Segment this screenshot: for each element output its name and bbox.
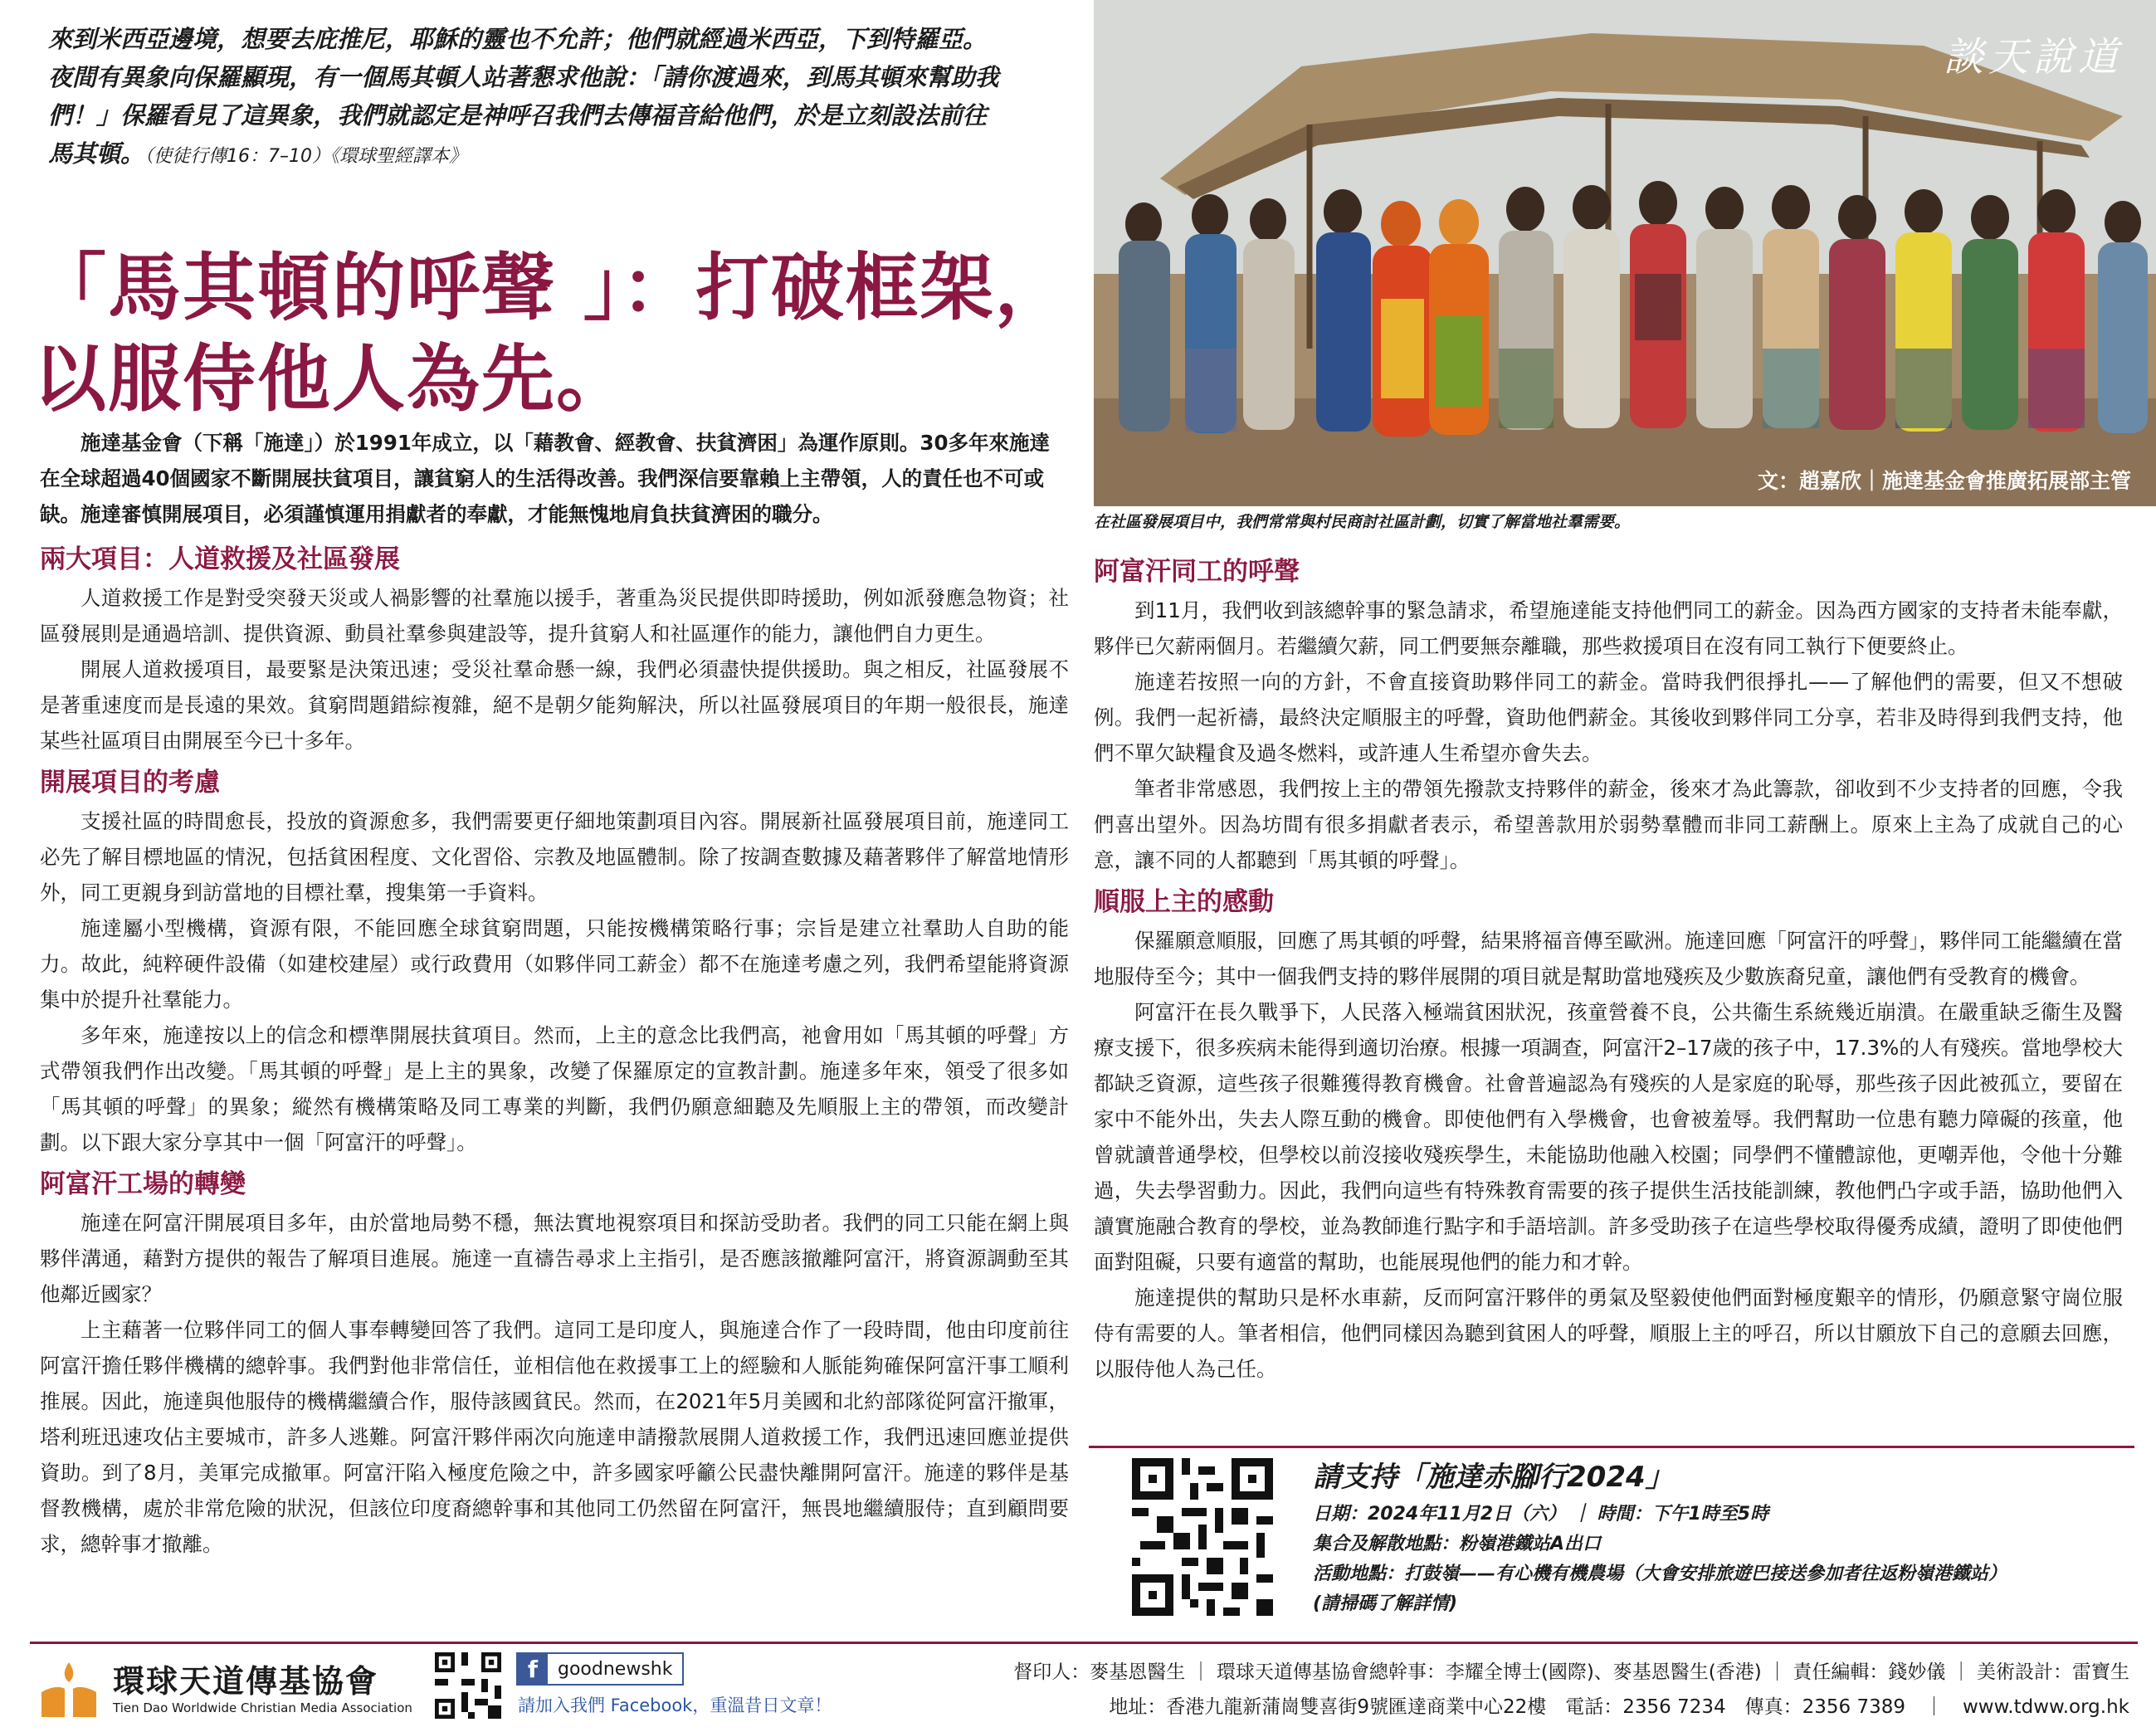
facebook-invite-text[interactable]: 請加入我們 Facebook，重溫昔日文章！ bbox=[518, 1695, 832, 1715]
body-paragraph: 支援社區的時間愈長，投放的資源愈多，我們需要更仔細地策劃項目內容。開展新社區發展項目前，施達同工必先了解目標地區的情況，包括貧困程度、文化習俗、宗教及地區體制。除了按調查數據及藉著夥伴了解當地情形外，同工更親身到訪當地的目標社羣，搜集第一手資料。 bbox=[40, 809, 1069, 905]
body-paragraph: 施達若按照一向的方針，不會直接資助夥伴同工的薪金。當時我們很掙扎——了解他們的需要，但又不想破例。我們一起祈禱，最終決定順服主的呼聲，資助他們薪金。其後收到夥伴同工分享，若非及時得到我們支持，他們不單欠缺糧食及過冬燃料，或許連人生希望亦會失去。 bbox=[1094, 670, 2123, 765]
body-paragraph: 人道救援工作是對受突發天災或人禍影響的社羣施以援手，著重為災民提供即時援助，例如派發應急物資；社區發展則是通過培訓、提供資源、動員社羣參與建設等，提升貧窮人和社區運作的能力，讓他們自力更生。 bbox=[40, 586, 1069, 646]
body-paragraph: 開展人道救援項目，最要緊是決策迅速；受災社羣命懸一線，我們必須盡快提供援助。與之相反，社區發展不是著重速度而是長遠的果效。貧窮問題錯綜複雜，絕不是朝夕能夠解決，所以社區發展項目的年期一般很長，施達某些社區項目由開展至今已十多年。 bbox=[40, 657, 1069, 753]
org-name-english: Tien Dao Worldwide Christian Media Association bbox=[113, 1700, 412, 1715]
body-paragraph: 施達在阿富汗開展項目多年，由於當地局勢不穩，無法實地視察項目和探訪受助者。我們的同工只能在網上與夥伴溝通，藉對方提供的報告了解項目進展。施達一直禱告尋求上主指引，是否應該撤離阿富汗，將資源調動至其他鄰近國家？ bbox=[40, 1211, 1069, 1306]
author-credit: 文：趙嘉欣｜施達基金會推廣拓展部主管 bbox=[1757, 469, 2131, 493]
event-scan-note: (請掃碼了解詳情) bbox=[1313, 1593, 1458, 1614]
event-venue: 活動地點：打鼓嶺——有心機有機農場（大會安排旅遊巴接送參加者往返粉嶺港鐵站） bbox=[1313, 1564, 2007, 1584]
feature-photo bbox=[1094, 0, 2156, 506]
headline-line-1: 「馬其頓的呼聲 」：打破框架， bbox=[33, 245, 1070, 330]
quote-reference: （使徒行傳16：7–10）《環球聖經譯本》 bbox=[144, 146, 468, 167]
facebook-icon: f bbox=[518, 1654, 548, 1684]
right-column bbox=[1094, 548, 2123, 1387]
section-title: 兩大項目：人道救援及社區發展 bbox=[40, 544, 400, 574]
event-meeting-point: 集合及解散地點：粉嶺港鐵站A出口 bbox=[1313, 1534, 1602, 1554]
body-paragraph: 保羅願意順服，回應了馬其頓的呼聲，結果將福音傳至歐洲。施達回應「阿富汗的呼聲」，夥伴同工能繼續在當地服侍至今；其中一個我們支持的夥伴展開的項目就是幫助當地殘疾及少數族裔兒童，讓他們有受教育的機會。 bbox=[1094, 929, 2123, 988]
body-paragraph: 施達提供的幫助只是杯水車薪，反而阿富汗夥伴的勇氣及堅毅使他們面對極度艱辛的情形，仍願意緊守崗位服侍有需要的人。筆者相信，他們同樣因為聽到貧困人的呼聲，順服上主的呼召，所以甘願放下自己的意願去回應，以服侍他人為己任。 bbox=[1094, 1286, 2123, 1381]
org-logo-icon bbox=[38, 1659, 100, 1720]
quote-line: 們！」保羅看見了這異象，我們就認定是神呼召我們去傳福音給他們，於是立刻設法前往 bbox=[48, 101, 988, 129]
facebook-handle: goodnewshk bbox=[558, 1658, 673, 1680]
left-column bbox=[40, 425, 1069, 1562]
body-paragraph: 施達屬小型機構，資源有限，不能回應全球貧窮問題，只能按機構策略行事；宗旨是建立社羣助人自助的能力。故此，純粹硬件設備（如建校建屋）或行政費用（如夥伴同工薪金）都不在施達考慮之列，我們希望能將資源集中於提升社羣能力。 bbox=[40, 916, 1069, 1012]
event-title: 請支持「施達赤腳行2024」 bbox=[1313, 1461, 1674, 1494]
org-name bbox=[113, 1662, 412, 1715]
body-paragraph: 多年來，施達按以上的信念和標準開展扶貧項目。然而，上主的意念比我們高，祂會用如「馬其頓的呼聲」方式帶領我們作出改變。「馬其頓的呼聲」是上主的異象，改變了保羅原定的宣教計劃。施達多年來，領受了很多如「馬其頓的呼聲」的異象；縱然有機構策略及同工專業的判斷，我們仍願意細聽及先順服上主的帶領，而改變計劃。以下跟大家分享其中一個「阿富汗的呼聲」。 bbox=[40, 1023, 1069, 1154]
section-title: 順服上主的感動 bbox=[1094, 887, 1274, 917]
photo-caption: 在社區發展項目中，我們常常與村民商討社區計劃，切實了解當地社羣需要。 bbox=[1094, 513, 1631, 531]
qr-code-icon bbox=[1132, 1458, 1273, 1616]
facebook-badge[interactable] bbox=[516, 1652, 684, 1686]
body-paragraph: 上主藉著一位夥伴同工的個人事奉轉變回答了我們。這同工是印度人，與施達合作了一段時間，他由印度前往阿富汗擔任夥伴機構的總幹事。我們對他非常信任，並相信他在救援事工上的經驗和人脈能夠確保阿富汗事工順利推展。因此，施達與他服侍的機構繼續合作，服侍該國貧民。然而，在2021年5月美國和北約部隊從阿富汗撤軍，塔利班迅速攻佔主要城市，許多人逃難。阿富汗夥伴兩次向施達申請撥款展開人道救援工作，我們迅速回應並提供資助。到了8月，美軍完成撤軍。阿富汗陷入極度危險之中，許多國家呼籲公民盡快離開阿富汗。施達的夥伴是基督教機構，處於非常危險的狀況，但該位印度裔總幹事和其他同工仍然留在阿富汗，無畏地繼續服侍；直到顧問要求，總幹事才撤離。 bbox=[40, 1318, 1069, 1556]
column-logo: 談天說道 bbox=[1943, 34, 2123, 81]
quote-line bbox=[48, 134, 1061, 176]
body-paragraph: 筆者非常感恩，我們按上主的帶領先撥款支持夥伴的薪金，後來才為此籌款，卻收到不少支持者的回應，令我們喜出望外。因為坊間有很多捐獻者表示，希望善款用於弱勢羣體而非同工薪酬上。原來上主為了成就自己的心意，讓不同的人都聽到「馬其頓的呼聲」。 bbox=[1094, 777, 2123, 872]
quote-line: 夜間有異象向保羅顯現，有一個馬其頓人站著懇求他說：「請你渡過來，到馬其頓來幫助我 bbox=[48, 63, 999, 91]
quote-line-end: 馬其頓。 bbox=[48, 139, 145, 168]
section-title: 開展項目的考慮 bbox=[40, 768, 220, 798]
event-date-time: 日期：2024年11月2日（六） ｜ 時間：下午1時至5時 bbox=[1313, 1504, 1769, 1525]
event-qr-code[interactable] bbox=[1132, 1458, 1273, 1616]
event-details bbox=[1313, 1455, 2126, 1619]
org-name-chinese: 環球天道傳基協會 bbox=[113, 1663, 379, 1700]
page-footer bbox=[30, 1642, 2138, 1725]
quote-line: 來到米西亞邊境，想要去庇推尼，耶穌的靈也不允許；他們就經過米西亞，下到特羅亞。 bbox=[48, 25, 988, 53]
publication-credits: 督印人：麥基恩醫生 ｜ 環球天道傳基協會總幹事：李耀全博士(國際)、麥基恩醫生(香港) ｜ 責任編輯：錢妙儀 ｜ 美術設計：雷寶生 bbox=[1013, 1661, 2129, 1683]
contact-address: 地址：香港九龍新蒲崗雙喜街9號匯達商業中心22樓 電話：2356 7234 傳真：2356 7389 ｜ www.tdww.org.hk bbox=[1109, 1696, 2129, 1718]
body-paragraph: 阿富汗在長久戰爭下，人民落入極端貧困狀況，孩童營養不良，公共衞生系統幾近崩潰。在嚴重缺乏衞生及醫療支援下，很多疾病未能得到適切治療。根據一項調查，阿富汗2–17歲的孩子中，17.3%的人有殘疾。當地學校大都缺乏資源，這些孩子很難獲得教育機會。社會普遍認為有殘疾的人是家庭的恥辱，那些孩子因此被孤立，要留在家中不能外出，失去人際互動的機會。即使他們有入學機會，也會被羞辱。我們幫助一位患有聽力障礙的孩童，他曾就讀普通學校，但學校以前沒接收殘疾學生，未能協助他融入校園；同學們不懂體諒他，更嘲弄他，令他十分難過，失去學習動力。因此，我們向這些有特殊教育需要的孩子提供生活技能訓練，教他們凸字或手語，協助他們入讀實施融合教育的學校，並為教師進行點字和手語培訓。許多受助孩子在這些學校取得優秀成績，證明了即使他們面對阻礙，只要有適當的幫助，也能展現他們的能力和才幹。 bbox=[1094, 1000, 2123, 1274]
headline-line-2: 以服侍他人為先。 bbox=[33, 336, 632, 422]
section-title: 阿富汗工場的轉變 bbox=[40, 1169, 246, 1199]
footer-qr-code-icon[interactable] bbox=[435, 1651, 501, 1720]
intro-bible-quote bbox=[48, 20, 1061, 176]
page-headline bbox=[33, 242, 1095, 425]
event-support-box bbox=[1089, 1446, 2134, 1628]
section-title: 阿富汗同工的呼聲 bbox=[1094, 557, 1300, 587]
body-paragraph: 到11月，我們收到該總幹事的緊急請求，希望施達能支持他們同工的薪金。因為西方國家的支持者未能奉獻，夥伴已欠薪兩個月。若繼續欠薪，同工們要無奈離職，那些救援項目在沒有同工執行下便要終止。 bbox=[1094, 598, 2123, 658]
lead-paragraph: 施達基金會（下稱「施達」）於1991年成立，以「藉教會、經教會、扶貧濟困」為運作原則。30多年來施達在全球超過40個國家不斷開展扶貧項目，讓貧窮人的生活得改善。我們深信要靠賴上主帶領，人的責任也不可或缺。施達審慎開展項目，必須謹慎運用捐獻者的奉獻，才能無愧地肩負扶貧濟困的職分。 bbox=[40, 431, 1051, 526]
